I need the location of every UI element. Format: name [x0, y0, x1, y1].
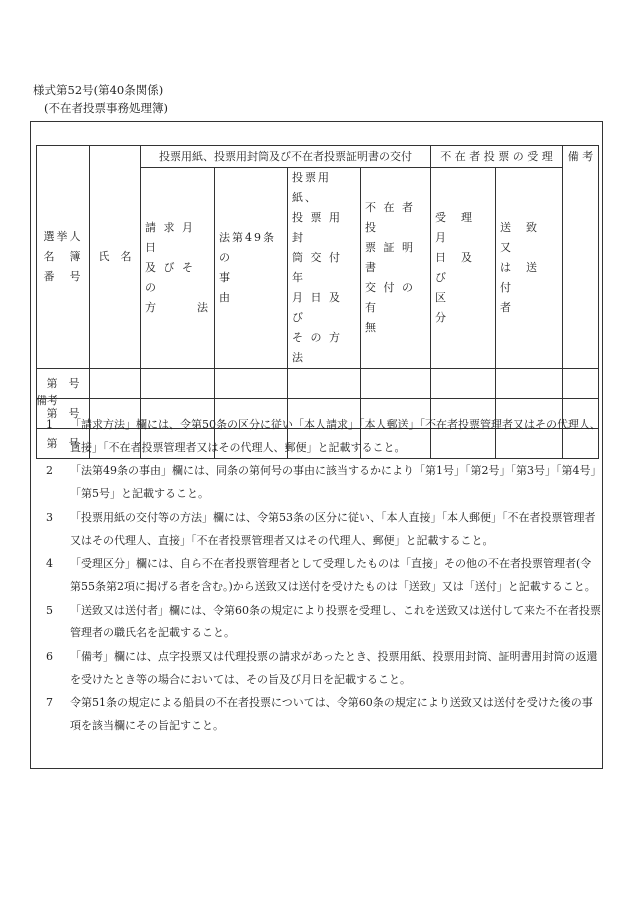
row-number-cell: 第 号: [37, 369, 90, 399]
note-item: [36, 507, 602, 552]
cell-reason[interactable]: [215, 369, 288, 399]
note-text: 「投票用紙の交付等の方法」欄には、令第53条の区分に従い、「本人直接」「本人郵便」「不在者投票管理者又はその代理人、直接」「不在者投票管理者又はその代理人、郵便」と記載すること。: [70, 510, 596, 547]
note-number: 1: [46, 418, 53, 431]
remarks-title: 備考: [36, 394, 58, 407]
note-item: [36, 414, 602, 459]
group-receipt-header: 不 在 者 投 票 の 受 理: [431, 146, 563, 168]
row-number-cell: 第 号: [37, 399, 90, 429]
note-number: 6: [46, 650, 53, 664]
note-item: [36, 692, 602, 737]
note-text: 「送致又は送付者」欄には、令第60条の規定により投票を受理し、これを送致又は送付して来た不在者投票管理者の職氏名を記載すること。: [70, 603, 601, 640]
form-label: 様式第52号(第40条関係): [33, 83, 164, 97]
col-request-date-method: 請 求 月 日 及 び そ の 方 法: [141, 168, 215, 369]
note-number: 7: [46, 696, 53, 710]
group-issuance-header: 投票用紙、投票用封筒及び不在者投票証明書の交付: [141, 146, 431, 168]
table-row: [37, 369, 599, 399]
cell-name[interactable]: [90, 369, 141, 399]
cell-issue[interactable]: [288, 369, 361, 399]
cell-sender[interactable]: [496, 369, 563, 399]
ledger-table: [36, 145, 599, 459]
note-number: 2: [46, 464, 53, 478]
col-receipt-date-class: 受 理 月 日 及 び 区 分: [431, 168, 496, 369]
note-number: 3: [46, 510, 53, 524]
col-issue-date-method: 投票用紙、 投 票 用 封 筒 交 付 年 月 日 及 び そ の 方 法: [288, 168, 361, 369]
cell-request[interactable]: [141, 369, 215, 399]
cell-certificate[interactable]: [361, 369, 431, 399]
col-certificate-issued: 不 在 者 投 票 証 明 書 交 付 の 有 無: [361, 168, 431, 369]
col-sender: 送 致 又 は 送 付 者: [496, 168, 563, 369]
row-number-cell: 第 号: [37, 429, 90, 459]
col-article49-reason: 法第49条の 事 由: [215, 168, 288, 369]
note-text: 「受理区分」欄には、自ら不在者投票管理者として受理したものは「直接」その他の不在者投票管理者(令第55条第2項に掲げる者を含む。)から送致又は送付を受けたものは「送致」又は「送付」と記載すること。: [70, 557, 596, 593]
note-text: 「請求方法」欄には、令第50条の区分に従い「本人請求」「本人郵送」「不在者投票管理者又はその代理人、直接」「不在者投票管理者又はその代理人、郵便」と記載すること。: [70, 418, 601, 454]
col-name: 氏 名: [90, 146, 141, 369]
note-item: [36, 553, 602, 598]
col-remarks: 備 考: [563, 146, 599, 369]
note-item: [36, 460, 602, 505]
notes-list: [36, 414, 602, 739]
note-item: [36, 646, 602, 691]
form-name: (不在者投票事務処理簿): [44, 101, 168, 115]
cell-receipt[interactable]: [431, 369, 496, 399]
note-number: 4: [46, 557, 53, 571]
cell-remarks[interactable]: [563, 369, 599, 399]
note-number: 5: [46, 603, 53, 617]
note-item: [36, 600, 602, 645]
col-registry-number: 選挙人 名 簿 番 号: [37, 146, 90, 369]
note-text: 「法第49条の事由」欄には、同条の第何号の事由に該当するかにより「第1号」「第2号」「第3号」「第4号」「第5号」と記載すること。: [70, 464, 602, 501]
note-text: 「備考」欄には、点字投票又は代理投票の請求があったとき、投票用紙、投票用封筒、証明書用封筒の返還を受けたとき等の場合においては、その旨及び月日を記載すること。: [70, 650, 598, 686]
note-text: 令第51条の規定による船員の不在者投票については、令第60条の規定により送致又は送付を受けた後の事項を該当欄にその旨記すこと。: [70, 696, 593, 733]
